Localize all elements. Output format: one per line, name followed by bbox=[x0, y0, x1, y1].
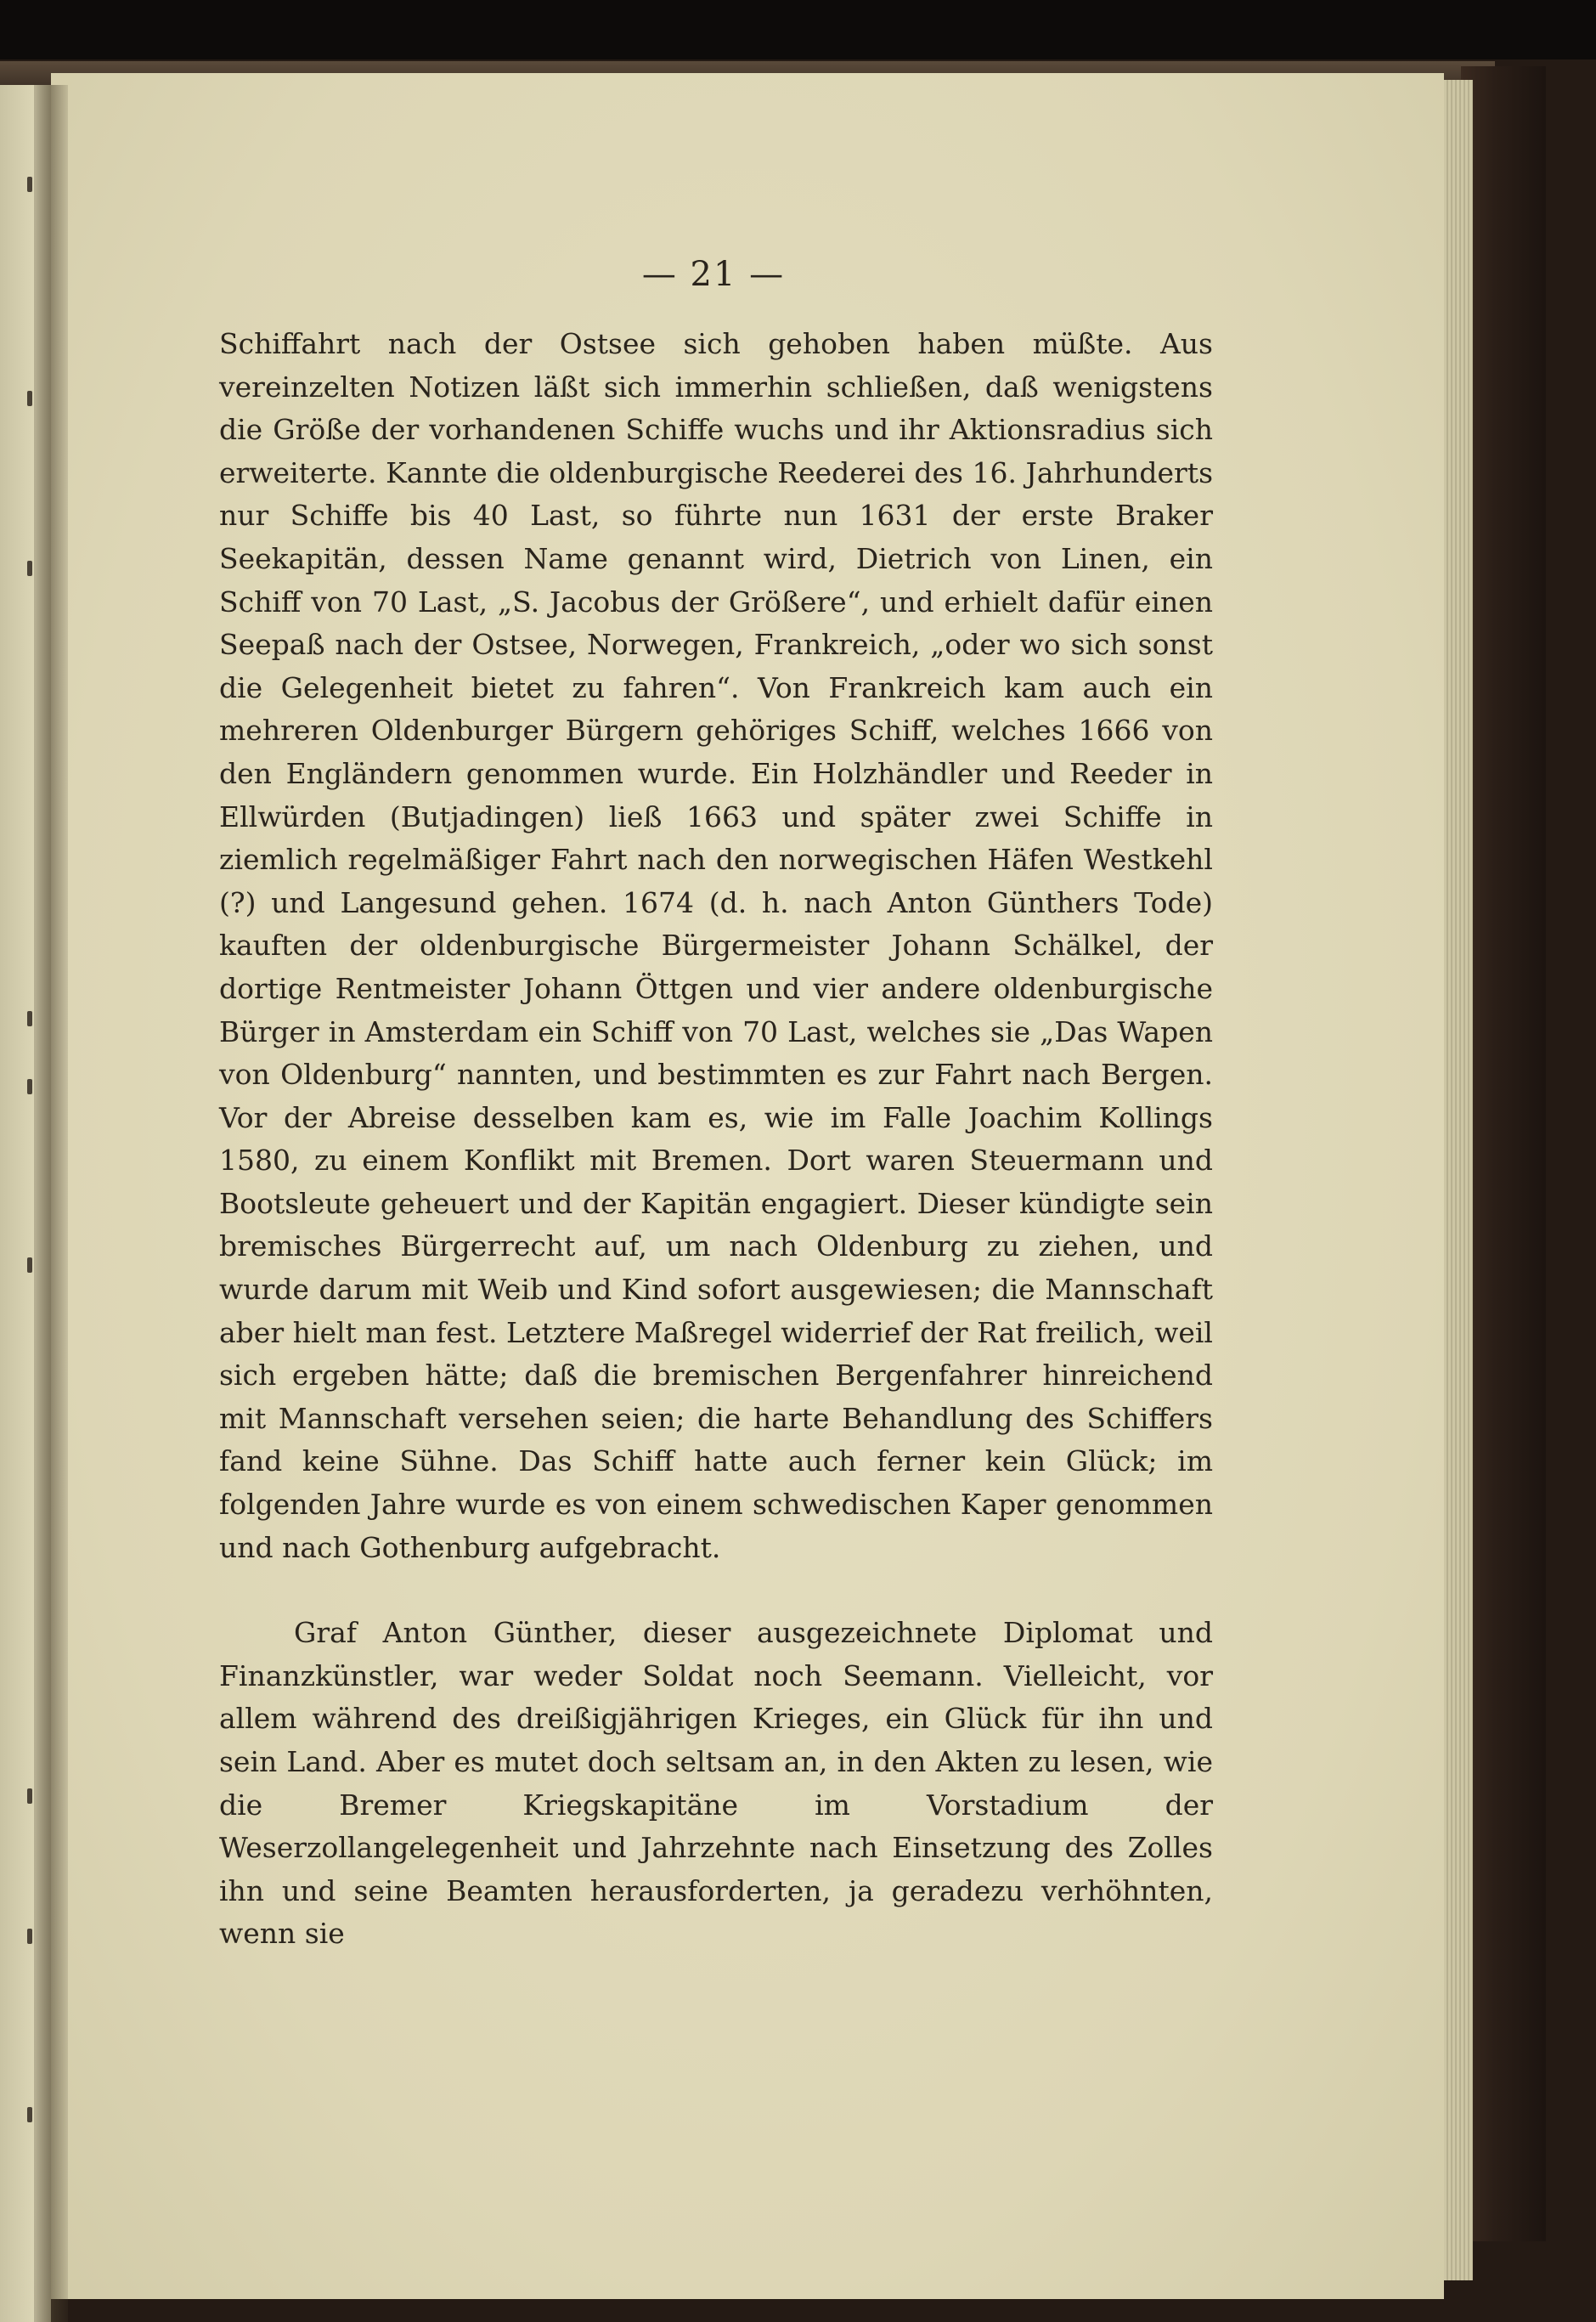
margin-mark bbox=[27, 561, 32, 576]
book-gutter bbox=[34, 85, 68, 2322]
margin-mark bbox=[27, 1788, 32, 1804]
paragraph: Graf Anton Günther, dieser ausgezeichnete Diplomat und Finanzkünstler, war weder Soldat noch Seemann. Vielleicht, vor allem während des dreißigjährigen Krieges, ein Glück für ihn und sein Land. Aber es mutet doch seltsam an, in den Akten zu lesen, wie die Bremer Kriegskapitäne im Vorstadium der Weserzollangelegenheit und Jahrzehnte nach Einsetzung des Zolles ihn und seine Beamten herausforderten, ja geradezu verhöhnten, wenn sie bbox=[219, 1616, 1213, 1951]
margin-mark bbox=[27, 1929, 32, 1944]
cover-right-edge bbox=[1461, 66, 1546, 2241]
page-body bbox=[219, 323, 1213, 1956]
page-number: — 21 — bbox=[641, 255, 786, 294]
margin-mark bbox=[27, 1079, 32, 1094]
margin-mark bbox=[27, 1257, 32, 1273]
margin-mark bbox=[27, 1011, 32, 1026]
paragraph: Schiffahrt nach der Ostsee sich gehoben haben müßte. Aus vereinzelten Notizen läßt sich immerhin schließen, daß wenigstens die Größe der vorhandenen Schiffe wuchs und ihr Aktionsradius sich erweiterte. Kannte die oldenburgische Reederei des 16. Jahrhunderts nur Schiffe bis 40 Last, so führte nun 1631 der erste Braker Seekapitän, dessen Name genannt wird, Dietrich von Linen, ein Schiff von 70 Last, „S. Jacobus der Größere“, und erhielt dafür einen Seepaß nach der Ostsee, Norwegen, Frankreich, „oder wo sich sonst die Gelegenheit bietet zu fahren“. Von Frankreich kam auch ein mehreren Oldenburger Bürgern gehöriges Schiff, welches 1666 von den Engländern genommen wurde. Ein Holzhändler und Reeder in Ellwürden (Butjadingen) ließ 1663 und später zwei Schiffe in ziemlich regelmäßiger Fahrt nach den norwegischen Häfen Westkehl (?) und Langesund gehen. 1674 (d. h. nach Anton Günthers Tode) kauften der oldenburgische Bürgermeister Johann Schälkel, der dortige Rentmeister Johann Öttgen und vier andere oldenburgische Bürger in Amsterdam ein Schiff von 70 Last, welches sie „Das Wapen von Oldenburg“ nannten, und bestimmten es zur Fahrt nach Bergen. Vor der Abreise desselben kam es, wie im Falle Joachim Kollings 1580, zu einem Konflikt mit Bremen. Dort waren Steuermann und Bootsleute geheuert und der Kapitän engagiert. Dieser kündigte sein bremisches Bürgerrecht auf, um nach Oldenburg zu ziehen, und wurde darum mit Weib und Kind sofort ausgewiesen; die Mannschaft aber hielt man fest. Letztere Maßregel widerrief der Rat freilich, weil sich ergeben hätte; daß die bremischen Bergenfahrer hinreichend mit Mannschaft versehen seien; die harte Behandlung des Schiffers fand keine Sühne. Das Schiff hatte auch ferner kein Glück; im folgenden Jahre wurde es von einem schwedischen Kaper genommen und nach Gothenburg aufgebracht. bbox=[219, 327, 1213, 1564]
margin-mark bbox=[27, 2107, 32, 2122]
margin-mark bbox=[27, 391, 32, 406]
margin-mark bbox=[27, 177, 32, 192]
